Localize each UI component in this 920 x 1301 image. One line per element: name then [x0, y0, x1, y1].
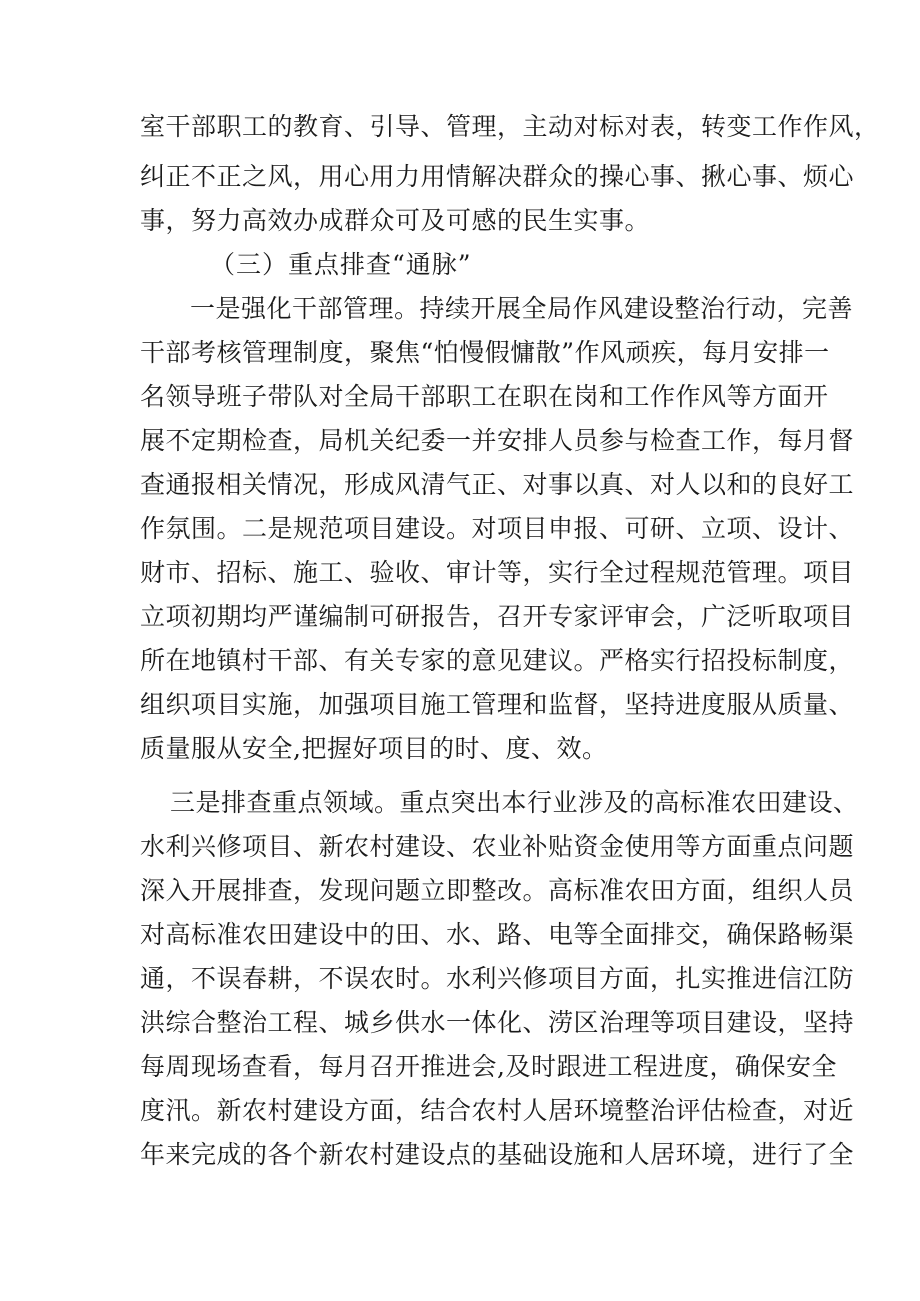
paragraph-line: 一是强化干部管理。持续开展全局作风建设整治行动，完善: [190, 294, 854, 323]
paragraph-line: 对高标准农田建设中的田、水、路、电等全面排交，确保路畅渠: [140, 920, 855, 949]
paragraph-line: 立项初期均严谨编制可研报告，召开专家评审会，广泛听取项目: [140, 602, 855, 631]
paragraph-line: 展不定期检查，局机关纪委一并安排人员参与检查工作，每月督: [140, 426, 855, 455]
paragraph-line: 质量服从安全,把握好项目的时、度、效。: [140, 734, 608, 763]
paragraph-line: 所在地镇村干部、有关专家的意见建议。严格实行招投标制度，: [140, 646, 855, 675]
paragraph-line: 查通报相关情况，形成风清气正、对事以真、对人以和的良好工: [140, 470, 855, 499]
paragraph-line: 作氛围。二是规范项目建设。对项目申报、可研、立项、设计、: [140, 514, 855, 543]
section-heading: （三）重点排查“通脉”: [210, 250, 472, 279]
paragraph-line: 通，不误春耕，不误农时。水利兴修项目方面，扎实推进信江防: [140, 964, 855, 993]
paragraph-line: 深入开展排查，发现问题立即整改。高标准农田方面，组织人员: [140, 876, 855, 905]
paragraph-line: 名领导班子带队对全局干部职工在职在岗和工作作风等方面开: [140, 382, 829, 411]
paragraph-line: 室干部职工的教育、引导、管理，主动对标对表，转变工作作风，: [140, 112, 880, 141]
paragraph-line: 度汛。新农村建设方面，结合农村人居环境整治评估检查，对近: [140, 1096, 855, 1125]
paragraph-line: 三是排查重点领域。重点突出本行业涉及的高标准农田建设、: [170, 788, 859, 817]
paragraph-line: 纠正不正之风，用心用力用情解决群众的操心事、揪心事、烦心: [140, 162, 855, 191]
paragraph-line: 每周现场查看，每月召开推进会,及时跟进工程进度，确保安全: [140, 1052, 837, 1081]
paragraph-line: 水利兴修项目、新农村建设、农业补贴资金使用等方面重点问题: [140, 832, 855, 861]
paragraph-line: 年来完成的各个新农村建设点的基础设施和人居环境，进行了全: [140, 1140, 855, 1169]
paragraph-line: 干部考核管理制度，聚焦“怕慢假慵散”作风顽疾，每月安排一: [140, 338, 830, 367]
paragraph-line: 组织项目实施，加强项目施工管理和监督，坚持进度服从质量、: [140, 690, 855, 719]
paragraph-line: 财市、招标、施工、验收、审计等，实行全过程规范管理。项目: [140, 558, 855, 587]
paragraph-line: 事，努力高效办成群众可及可感的民生实事。: [140, 206, 651, 235]
paragraph-line: 洪综合整治工程、城乡供水一体化、涝区治理等项目建设，坚持: [140, 1008, 855, 1037]
